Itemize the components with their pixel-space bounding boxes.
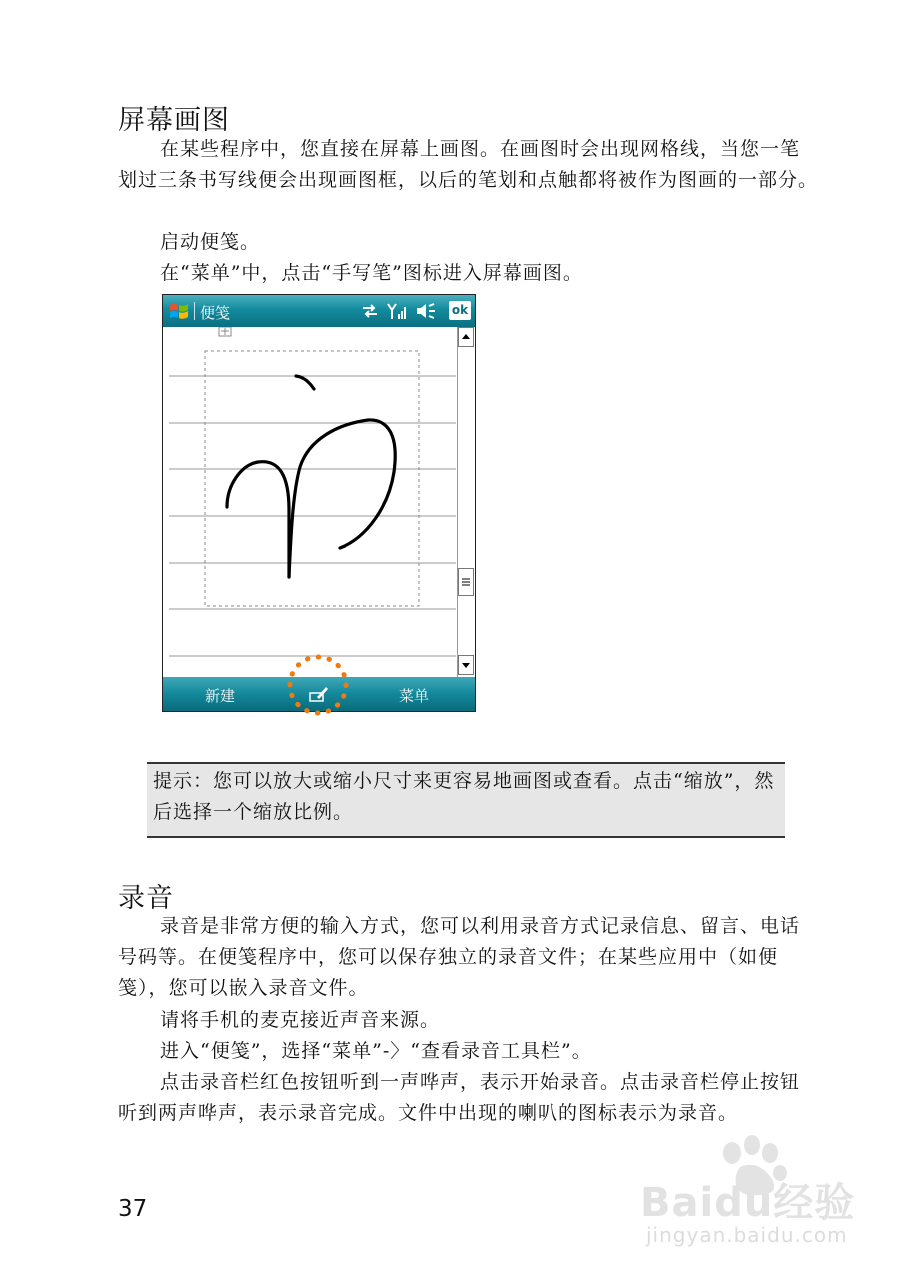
watermark-url: jingyan.baidu.com [646, 1223, 848, 1247]
scroll-thumb[interactable] [458, 568, 474, 596]
tip-text: 提示：您可以放大或缩小尺寸来更容易地画图或查看。点击“缩放”，然后选择一个缩放比例。 [153, 770, 775, 823]
scroll-down-button[interactable] [458, 655, 474, 675]
section-heading-recording: 录音 [118, 883, 174, 914]
app-title: 便笺 [200, 304, 231, 322]
paragraph-drawing-intro: 在某些程序中，您直接在屏幕上画图。在画图时会出现网格线，当您一笔划过三条书写线便会出现画图框，以后的笔划和点触都将被作为图画的一部分。 [118, 138, 819, 191]
watermark-brand: Baidu经验 [640, 1180, 856, 1226]
paragraph-open-toolbar: 进入“便笺”，选择“菜单”-〉“查看录音工具栏”。 [160, 1040, 592, 1062]
title-divider [194, 302, 195, 320]
speaker-icon[interactable] [415, 302, 437, 320]
drawing-canvas[interactable] [163, 327, 456, 677]
page-number: 37 [118, 1196, 148, 1222]
windows-start-icon[interactable] [168, 301, 190, 321]
softkey-menu[interactable]: 菜单 [399, 687, 430, 705]
paragraph-record-steps: 点击录音栏红色按钮听到一声哗声，表示开始录音。点击录音栏停止按钮听到两声哗声，表示录音完成。文件中出现的喇叭的图标表示为录音。 [118, 1071, 801, 1124]
paragraph-menu-pen: 在“菜单”中，点击“手写笔”图标进入屏幕画图。 [160, 262, 583, 284]
arrow-down-icon [459, 656, 473, 674]
title-bar [163, 295, 475, 327]
signal-icon[interactable] [387, 302, 409, 320]
arrow-up-icon [459, 328, 473, 346]
scroll-up-button[interactable] [458, 327, 474, 347]
section-heading-screen-drawing: 屏幕画图 [118, 105, 230, 136]
tip-box [147, 762, 785, 838]
highlight-circle [284, 653, 352, 717]
sync-arrows-icon[interactable] [361, 304, 379, 318]
handwritten-drawing [227, 376, 395, 577]
scrollbar[interactable] [457, 327, 475, 677]
device-screenshot [162, 294, 476, 712]
paragraph-open-notes: 启动便笺。 [160, 231, 261, 253]
zoom-box-icon[interactable] [219, 327, 231, 336]
writing-guide-lines [169, 376, 456, 656]
grip-icon [459, 569, 473, 595]
paragraph-microphone: 请将手机的麦克接近声音来源。 [160, 1009, 441, 1031]
softkey-new[interactable]: 新建 [205, 687, 236, 705]
baidu-watermark [640, 1135, 870, 1255]
paragraph-recording-intro: 录音是非常方便的输入方式，您可以利用录音方式记录信息、留言、电话号码等。在便笺程序中，您可以保存独立的录音文件；在某些应用中（如便笺），您可以嵌入录音文件。 [118, 915, 801, 999]
ok-button[interactable]: ok [449, 301, 471, 320]
